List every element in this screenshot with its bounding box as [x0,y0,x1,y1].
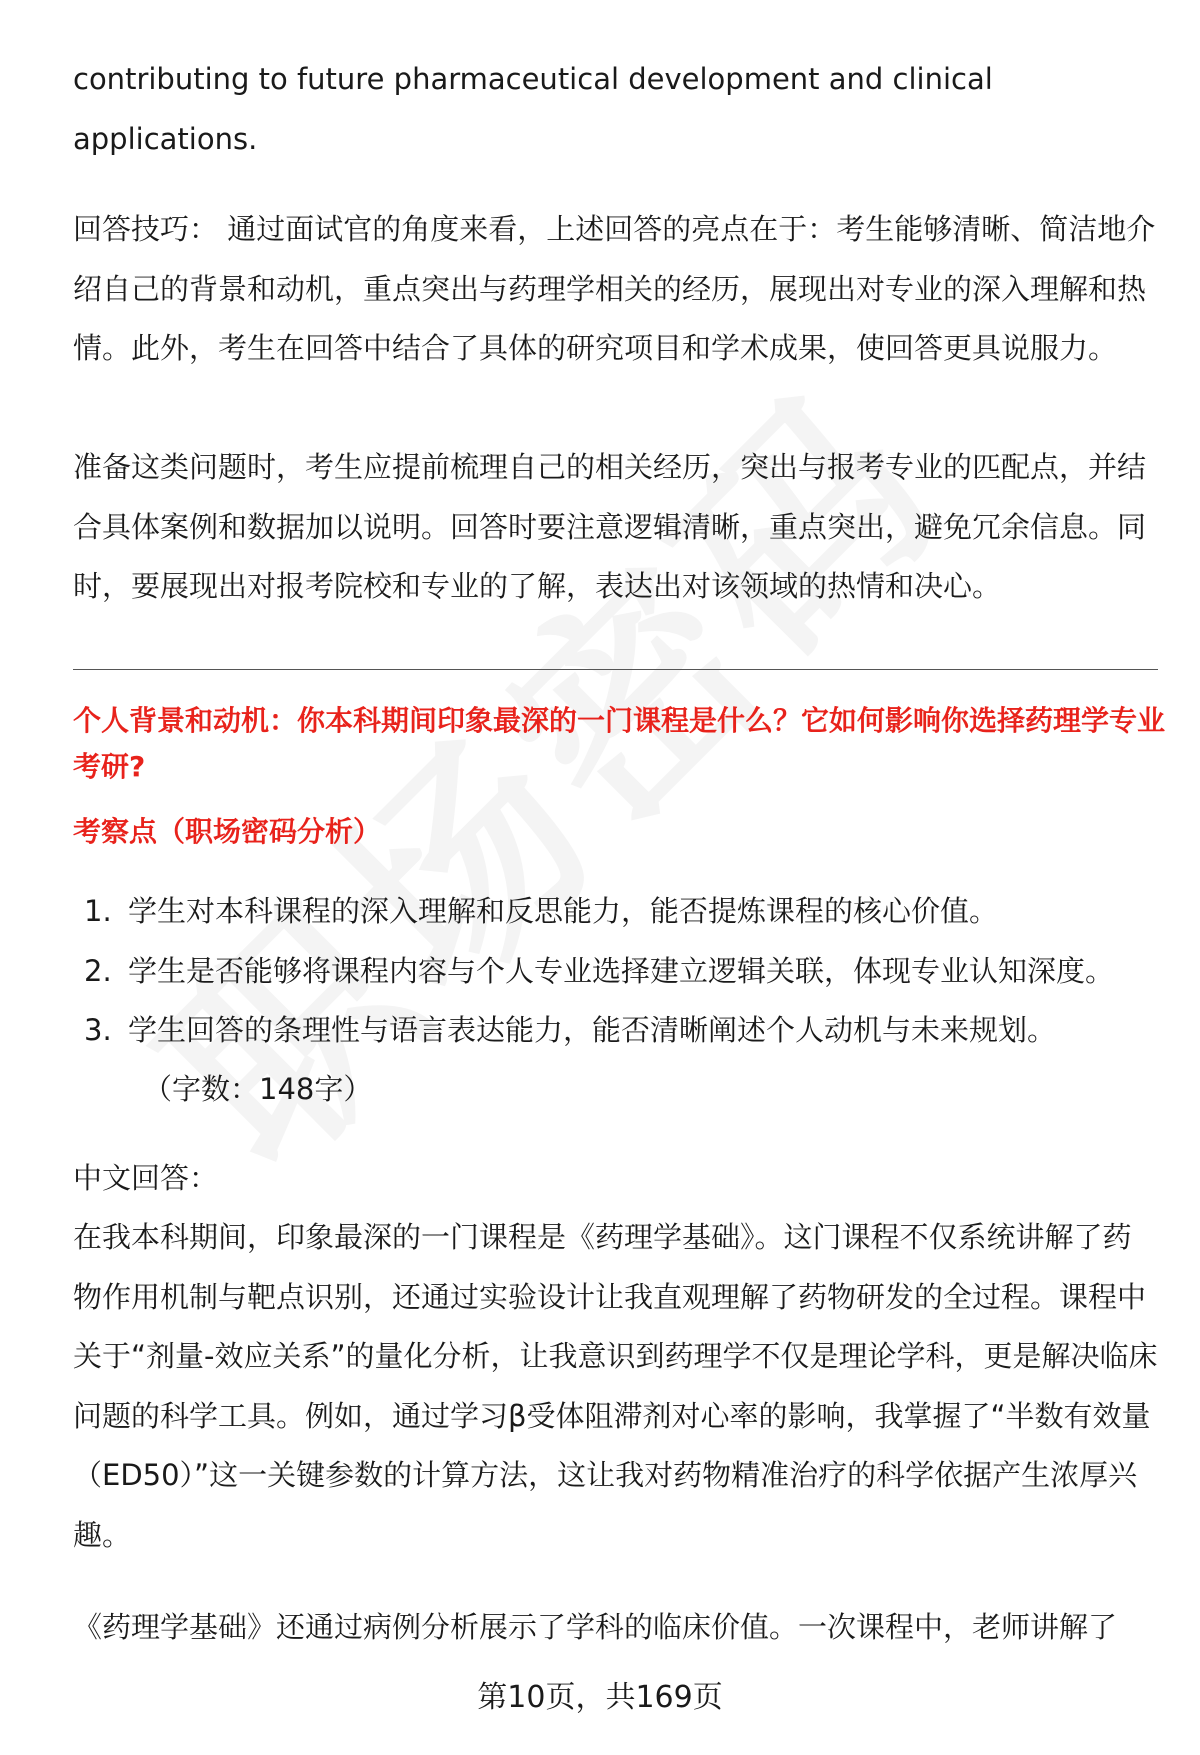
word-count: （字数：148字） [143,1072,373,1106]
chinese-answer-paragraph: 在我本科期间，印象最深的一门课程是《药理学基础》。这门课程不仅系统讲解了药物作用机制与靶点识别，还通过实验设计让我直观理解了药物研发的全过程。课程中关于“剂量-效应关系”的量化分析，让我意识到药理学不仅是理论学科，更是解决临床问题的科学工具。例如，通过学习β受体阻滞剂对心率的影响，我掌握了“半数有效量（ED50）”这一关键参数的计算方法，这让我对药物精准治疗的科学依据产生浓厚兴趣。 [73,1220,1158,1552]
list-item-text: 学生是否能够将课程内容与个人专业选择建立逻辑关联，体现专业认知深度。 [128,953,1115,988]
paragraph-preparation-advice: 准备这类问题时，考生应提前梳理自己的相关经历，突出与报考专业的匹配点，并结合具体案例和数据加以说明。回答时要注意逻辑清晰，重点突出，避免冗余信息。同时，要展现出对报考院校和专业的了解，表达出对该领域的热情和决心。 [73,450,1147,603]
paragraph-answer-tips: 回答技巧： 通过面试官的角度来看，上述回答的亮点在于：考生能够清晰、简洁地介绍自己的背景和动机，重点突出与药理学相关的经历，展现出对专业的深入理解和热情。此外，考生在回答中结合了具体的研究项目和学术成果，使回答更具说服力。 [73,212,1156,365]
list-item [84,942,1164,1002]
list-item-text: 学生回答的条理性与语言表达能力，能否清晰阐述个人动机与未来规划。 [128,1013,1057,1047]
list-item-number: 1. [84,894,112,928]
chinese-answer-label: 中文回答： [73,1161,219,1195]
question-heading: 个人背景和动机：你本科期间印象最深的一门课程是什么？它如何影响你选择药理学专业考研? [73,704,1166,783]
paragraph-intro-end: contributing to future pharmaceutical development and clinical applications. [73,62,993,156]
list-item [84,882,1164,942]
analysis-list [84,882,1164,1061]
section-divider [73,669,1158,670]
chinese-answer-paragraph-continued: 《药理学基础》还通过病例分析展示了学科的临床价值。一次课程中，老师讲解了 [73,1610,1118,1644]
list-item-number: 2. [84,953,112,988]
analysis-title: 考察点（职场密码分析） [73,815,382,848]
list-item-text: 学生对本科课程的深入理解和反思能力，能否提炼课程的核心价值。 [128,894,999,928]
page-footer: 第10页，共169页 [477,1680,723,1715]
list-item [84,1001,1164,1061]
list-item-number: 3. [84,1013,112,1047]
